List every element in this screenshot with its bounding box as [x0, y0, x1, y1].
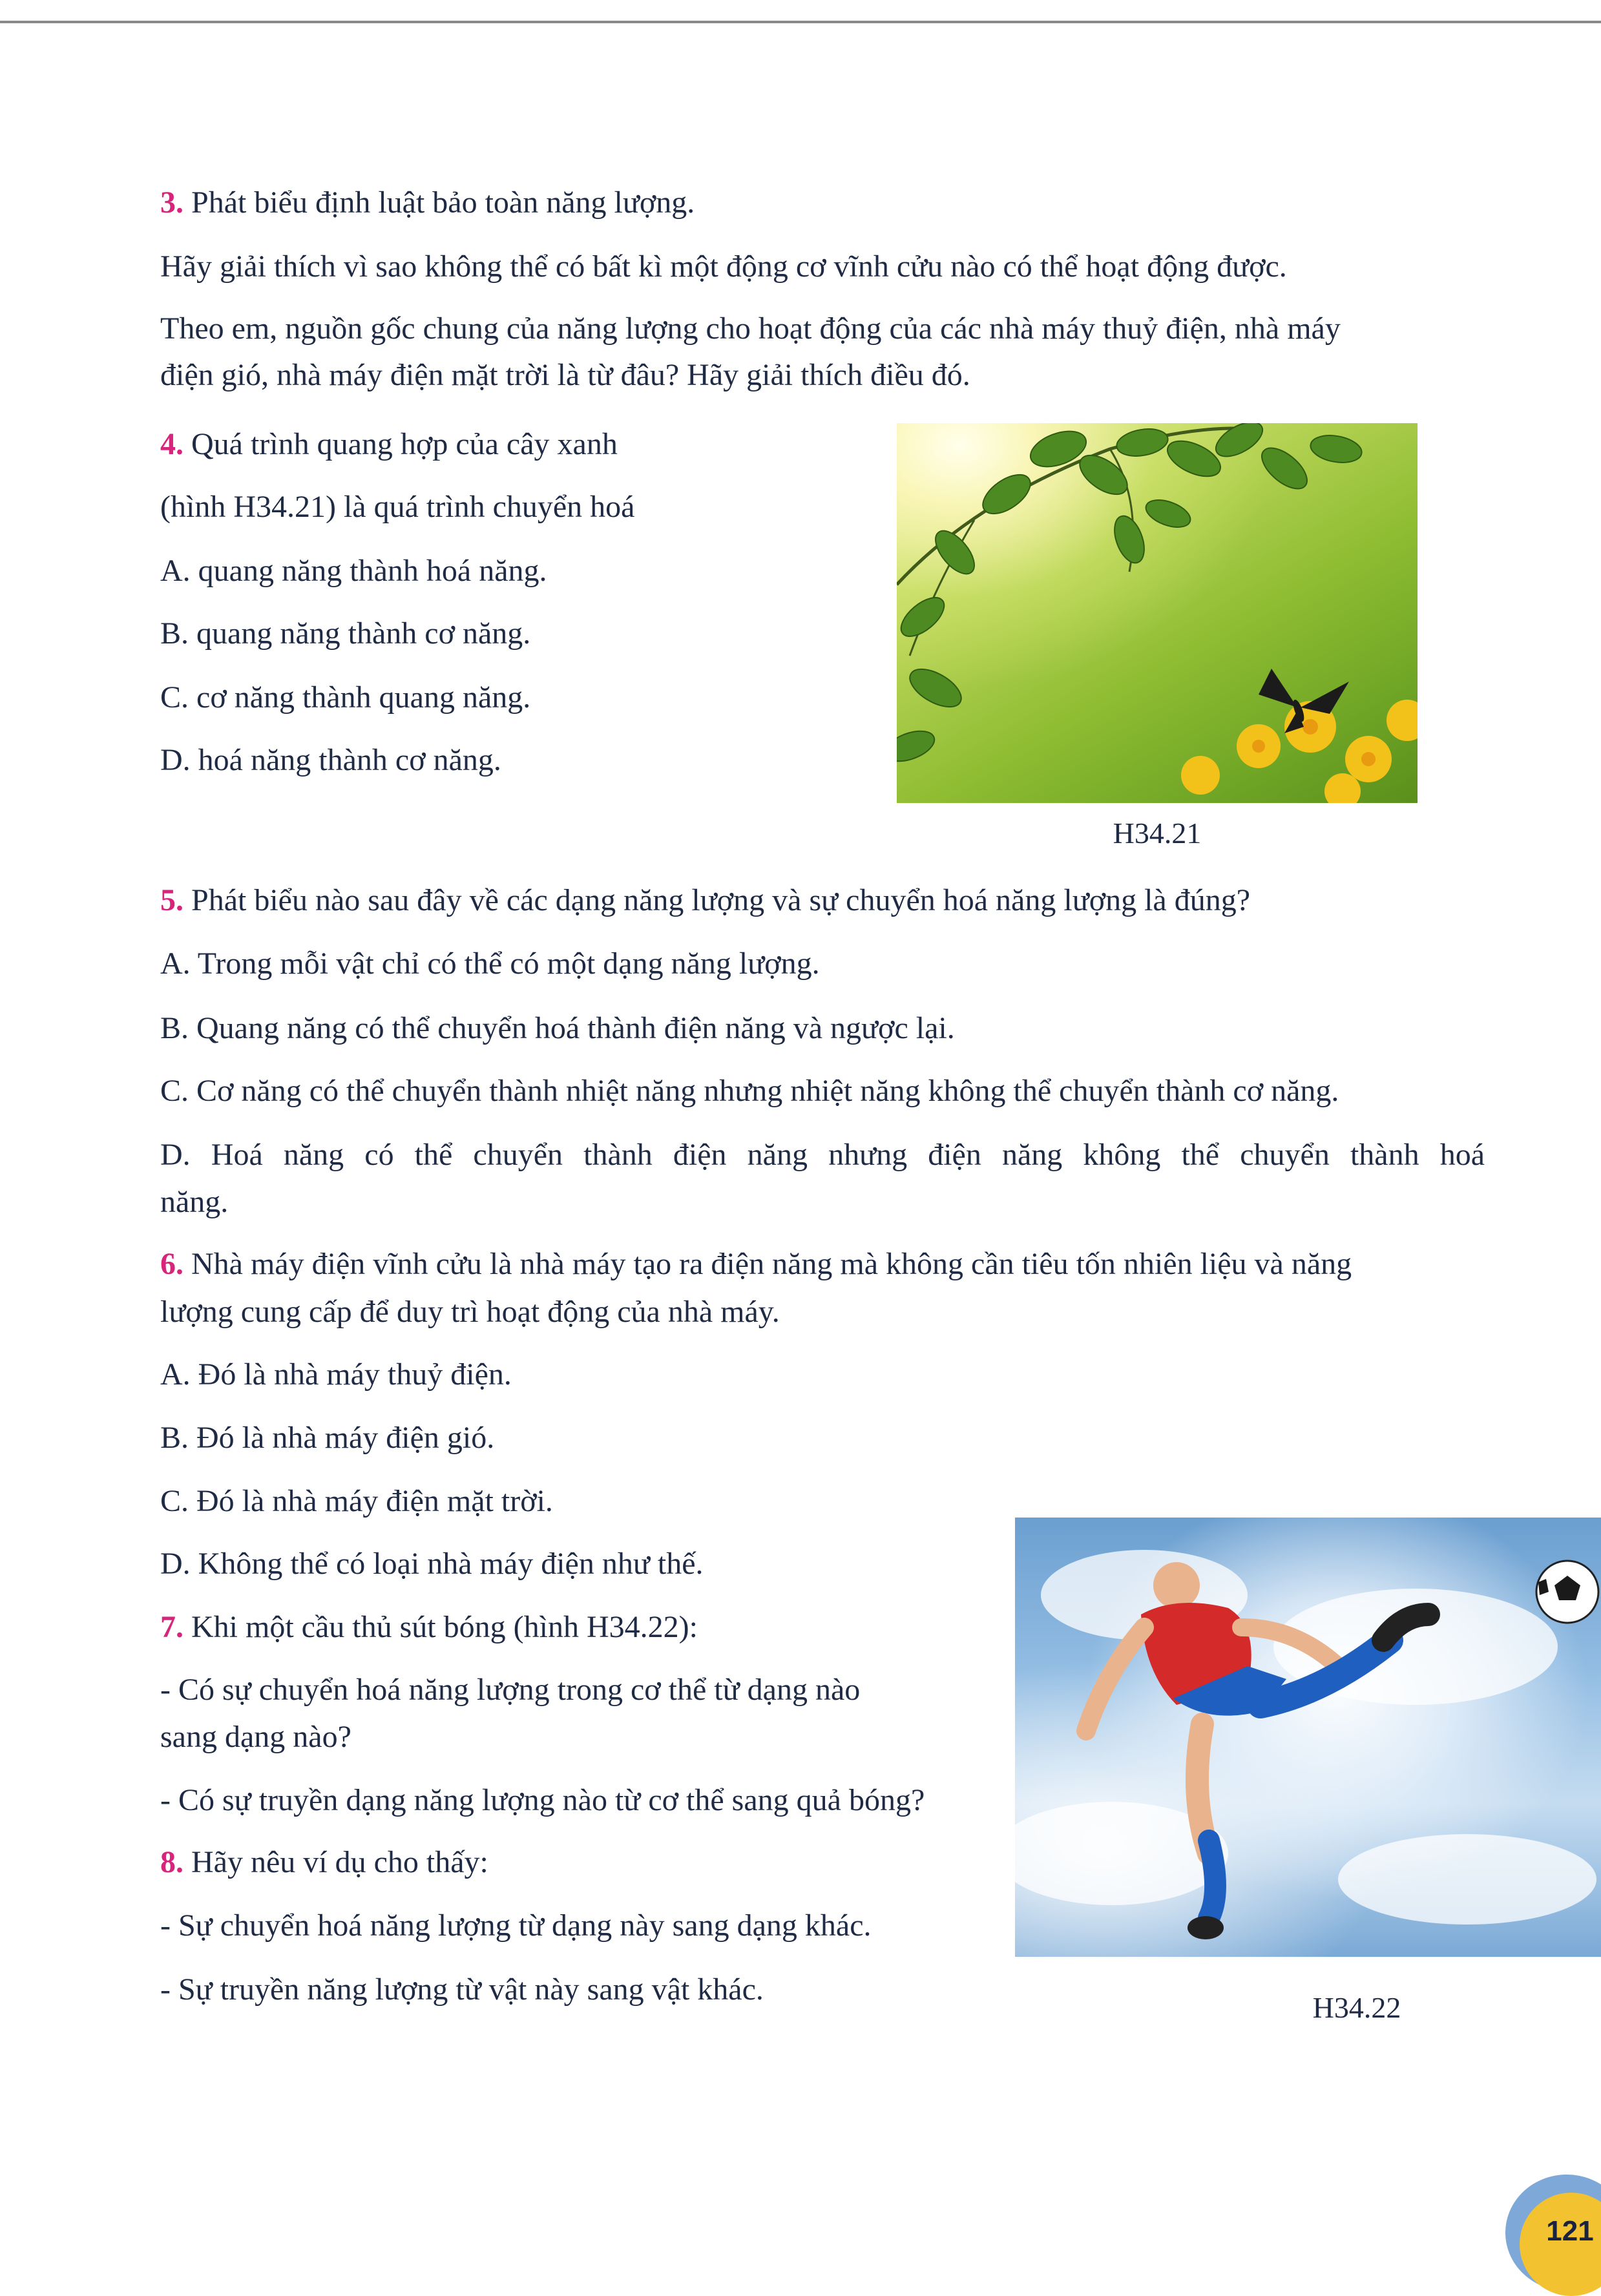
q3-line-4: điện gió, nhà máy điện mặt trời là từ đâu? Hãy giải thích điều đó. — [160, 358, 970, 392]
q7-line-1a: - Có sự chuyển hoá năng lượng trong cơ thể từ dạng nào — [160, 1673, 861, 1707]
q6-line-2: lượng cung cấp để duy trì hoạt động của nhà máy. — [160, 1295, 780, 1329]
q8-line-2: - Sự truyền năng lượng từ vật này sang vật khác. — [160, 1972, 764, 2007]
q6-line-1: 6. Nhà máy điện vĩnh cửu là nhà máy tạo ra điện năng mà không cần tiêu tốn nhiên liệu và năng — [160, 1247, 1352, 1281]
q7-question: 7. Khi một cầu thủ sút bóng (hình H34.22): — [160, 1610, 698, 1644]
footballer-kick-illustration — [1015, 1518, 1601, 1957]
q5-option-b: B. Quang năng có thể chuyển hoá thành điện năng và ngược lại. — [160, 1011, 955, 1045]
q6-option-c: C. Đó là nhà máy điện mặt trời. — [160, 1484, 553, 1518]
figure-h34-21-photosynthesis — [897, 423, 1418, 803]
figure-h34-22-footballer — [1015, 1518, 1601, 1957]
page-number: 121 — [1546, 2215, 1594, 2247]
figure-h34-22-caption: H34.22 — [1312, 1991, 1401, 2024]
q7-line-2: - Có sự truyền dạng năng lượng nào từ cơ thể sang quả bóng? — [160, 1783, 925, 1817]
q8-line-1: - Sự chuyển hoá năng lượng từ dạng này sang dạng khác. — [160, 1908, 872, 1943]
q8-question: 8. Hãy nêu ví dụ cho thấy: — [160, 1845, 488, 1879]
q7-line-1b: sang dạng nào? — [160, 1720, 351, 1754]
q5-option-d-line-1: D. Hoá năng có thể chuyển thành điện năng nhưng điện năng không thể chuyển thành hoá — [160, 1138, 1485, 1172]
q5-option-d-line-2: năng. — [160, 1185, 229, 1219]
q5-option-a: A. Trong mỗi vật chỉ có thể có một dạng năng lượng. — [160, 946, 820, 981]
figure-h34-21-caption: H34.21 — [1113, 817, 1202, 850]
q3-line-2: Hãy giải thích vì sao không thể có bất kì một động cơ vĩnh cửu nào có thể hoạt động được. — [160, 249, 1287, 284]
leaves-butterfly-illustration — [897, 423, 1418, 803]
q4-line-2: (hình H34.21) là quá trình chuyển hoá — [160, 490, 635, 524]
q6-option-a: A. Đó là nhà máy thuỷ điện. — [160, 1357, 512, 1392]
q3-line-1: 3. Phát biểu định luật bảo toàn năng lượng. — [160, 185, 695, 220]
q5-question: 5. Phát biểu nào sau đây về các dạng năng lượng và sự chuyển hoá năng lượng là đúng? — [160, 883, 1251, 917]
q5-option-c: C. Cơ năng có thể chuyển thành nhiệt năng nhưng nhiệt năng không thể chuyển thành cơ năng. — [160, 1074, 1339, 1108]
q4-line-1: 4. Quá trình quang hợp của cây xanh — [160, 427, 618, 461]
q3-line-3: Theo em, nguồn gốc chung của năng lượng cho hoạt động của các nhà máy thuỷ điện, nhà máy — [160, 311, 1341, 346]
q4-option-c: C. cơ năng thành quang năng. — [160, 680, 531, 715]
q6-option-d: D. Không thể có loại nhà máy điện như thế. — [160, 1547, 704, 1581]
top-rule — [0, 21, 1601, 23]
q4-option-d: D. hoá năng thành cơ năng. — [160, 743, 501, 777]
q4-option-b: B. quang năng thành cơ năng. — [160, 616, 531, 651]
q4-option-a: A. quang năng thành hoá năng. — [160, 554, 547, 588]
q6-option-b: B. Đó là nhà máy điện gió. — [160, 1421, 495, 1455]
